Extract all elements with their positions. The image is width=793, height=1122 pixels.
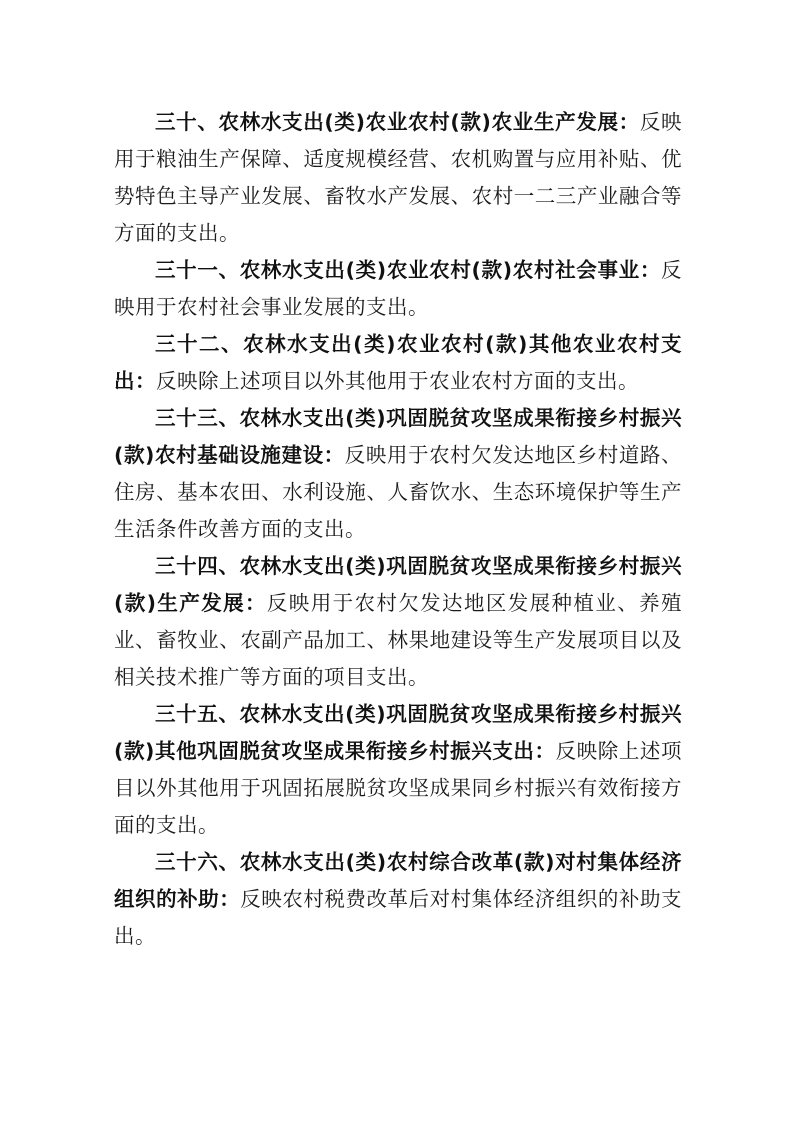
- paragraph-heading: 三十四、农林水支出(类)巩固脱贫攻坚成果衔接乡村振兴(款)生产发展：: [114, 554, 682, 615]
- paragraph-32: [114, 326, 682, 400]
- document-body: [114, 104, 682, 955]
- paragraph-body: 反映用于农村社会事业发展的支出。: [114, 258, 682, 319]
- paragraph-heading: 三十一、农林水支出(类)农业农村(款)农村社会事业：: [155, 258, 661, 282]
- paragraph-33: [114, 400, 682, 548]
- paragraph-heading: 三十、农林水支出(类)农业农村(款)农业生产发展：: [155, 110, 640, 134]
- paragraph-36: [114, 844, 682, 955]
- paragraph-heading: 三十六、农林水支出(类)农村综合改革(款)对村集体经济组织的补助：: [114, 850, 682, 911]
- paragraph-body: 反映用于农村欠发达地区发展种植业、养殖业、畜牧业、农副产品加工、林果地建设等生产发展项目以及相关技术推广等方面的项目支出。: [114, 591, 683, 689]
- paragraph-35: [114, 696, 682, 844]
- paragraph-body: 反映农村税费改革后对村集体经济组织的补助支出。: [114, 887, 683, 948]
- paragraph-heading: 三十三、农林水支出(类)巩固脱贫攻坚成果衔接乡村振兴(款)农村基础设施建设：: [114, 406, 682, 467]
- paragraph-body: 反映用于农村欠发达地区乡村道路、住房、基本农田、水利设施、人畜饮水、生态环境保护等生产生活条件改善方面的支出。: [114, 443, 682, 541]
- paragraph-body: 反映除上述项目以外其他用于农业农村方面的支出。: [156, 369, 639, 393]
- paragraph-heading: 三十二、农林水支出(类)农业农村(款)其他农业农村支出：: [114, 332, 682, 393]
- paragraph-31: [114, 252, 682, 326]
- paragraph-30: [114, 104, 682, 252]
- paragraph-34: [114, 548, 682, 696]
- paragraph-body: 反映除上述项目以外其他用于巩固拓展脱贫攻坚成果同乡村振兴有效衔接方面的支出。: [114, 739, 682, 837]
- paragraph-heading: 三十五、农林水支出(类)巩固脱贫攻坚成果衔接乡村振兴(款)其他巩固脱贫攻坚成果衔接乡村振兴支出：: [114, 702, 682, 763]
- paragraph-body: 反映用于粮油生产保障、适度规模经营、农机购置与应用补贴、优势特色主导产业发展、畜牧水产发展、农村一二三产业融合等方面的支出。: [114, 110, 683, 245]
